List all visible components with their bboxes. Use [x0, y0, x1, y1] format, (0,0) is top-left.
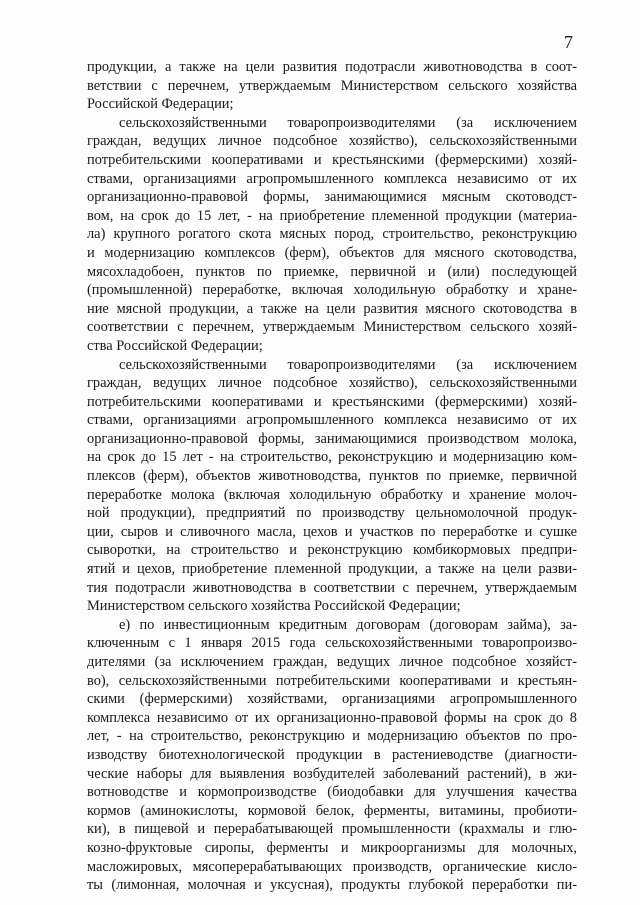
- text-line: ты (лимонная, молочная и уксусная), продукты глубокой переработки пи-: [87, 877, 577, 894]
- text-line: мясохладобоен, пунктов по приемке, первичной и (или) последующей: [87, 263, 577, 280]
- text-line: козно-фруктовые сиропы, ферменты и микроорганизмы для молочных,: [87, 839, 577, 856]
- text-line: ства Российской Федерации;: [87, 337, 263, 354]
- text-line: изводству биотехнологической продукции в растениеводстве (диагности-: [87, 746, 577, 763]
- text-line: граждан, ведущих личное подсобное хозяйство), сельскохозяйственными: [87, 375, 577, 392]
- text-line: кормов (аминокислоты, кормовой белок, ферменты, витамины, пробиоти-: [87, 802, 577, 819]
- text-line: потребительскими кооперативами и крестьянскими (фермерскими) хозяй-: [87, 393, 577, 410]
- text-line: и модернизацию комплексов (ферм), объектов для мясного скотоводства,: [87, 244, 577, 261]
- text-line: сыворотки, на строительство и реконструкцию комбикормовых предпри-: [87, 542, 577, 559]
- text-line: вотноводстве и кормопроизводстве (биодобавки для улучшения качества: [87, 784, 577, 801]
- text-line: сельскохозяйственными товаропроизводителями (за исключением: [119, 114, 577, 131]
- text-line: во), сельскохозяйственными потребительскими кооперативами и крестьян-: [87, 672, 577, 689]
- text-line: ствами, организациями агропромышленного комплекса независимо от их: [87, 412, 577, 429]
- text-line: дителями (за исключением граждан, ведущих личное подсобное хозяйст-: [87, 654, 577, 670]
- text-line: на срок до 15 лет - на строительство, реконструкцию и модернизацию ком-: [87, 449, 577, 466]
- text-line: ятий и цехов, приобретение племенной продукции, а также на цели разви-: [87, 561, 577, 578]
- text-line: масложировых, мясоперерабатывающих производств, органические кисло-: [87, 858, 577, 875]
- text-line: граждан, ведущих личное подсобное хозяйство), сельскохозяйственными: [87, 133, 577, 150]
- text-line: комплекса независимо от их организационно-правовой формы на срок до 8: [87, 709, 577, 726]
- text-line: Российской Федерации;: [87, 96, 234, 113]
- text-line: ции, сыров и сливочного масла, цехов и участков по переработке и сушке: [87, 523, 577, 540]
- text-line: е) по инвестиционным кредитным договорам (договорам займа), за-: [119, 616, 577, 633]
- text-line: потребительскими кооперативами и крестьянскими (фермерскими) хозяй-: [87, 151, 577, 168]
- text-line: продукции, а также на цели развития подотрасли животноводства в соот-: [87, 59, 577, 75]
- text-line: ствами, организациями агропромышленного комплекса независимо от их: [87, 170, 577, 187]
- text-line: ветствии с перечнем, утверждаемым Министерством сельского хозяйства: [87, 77, 577, 94]
- text-line: ла) крупного рогатого скота мясных пород, строительство, реконструкцию: [87, 226, 577, 243]
- text-line: плексов (ферм), объектов животноводства, пунктов по приемке, первичной: [87, 468, 577, 485]
- text-line: (промышленной) переработке, включая холодильную обработку и хране-: [87, 282, 577, 299]
- text-line: Министерством сельского хозяйства Российской Федерации;: [87, 598, 461, 615]
- text-line: организационно-правовой формы, занимающимися производством молока,: [87, 430, 577, 447]
- text-line: переработке молока (включая холодильную обработку и хранение молоч-: [87, 486, 577, 503]
- text-line: сельскохозяйственными товаропроизводителями (за исключением: [119, 356, 577, 373]
- body-text: [87, 58, 577, 895]
- text-line: ной продукции), предприятий по производству цельномолочной продук-: [87, 505, 577, 522]
- text-line: тия подотрасли животноводства в соответствии с перечнем, утверждаемым: [87, 579, 577, 596]
- text-line: соответствии с перечнем, утверждаемым Министерством сельского хозяй-: [87, 319, 577, 336]
- text-line: ки), в пищевой и перерабатывающей промышленности (крахмалы и глю-: [87, 821, 577, 838]
- text-line: ключенным с 1 января 2015 года сельскохозяйственными товаропроизво-: [87, 635, 577, 652]
- text-line: ние мясной продукции, а также на цели развития мясного скотоводства в: [87, 300, 577, 317]
- text-line: ческие наборы для выявления возбудителей заболеваний растений), в жи-: [87, 765, 577, 782]
- text-line: организационно-правовой формы, занимающимися мясным скотоводст-: [87, 189, 577, 206]
- text-line: вом, на срок до 15 лет, - на приобретение племенной продукции (материа-: [87, 207, 577, 224]
- text-line: скими (фермерскими) хозяйствами, организациями агропромышленного: [87, 691, 577, 708]
- page-number: 7: [564, 32, 573, 52]
- text-line: лет, - на строительство, реконструкцию и модернизацию объектов по про-: [87, 728, 577, 745]
